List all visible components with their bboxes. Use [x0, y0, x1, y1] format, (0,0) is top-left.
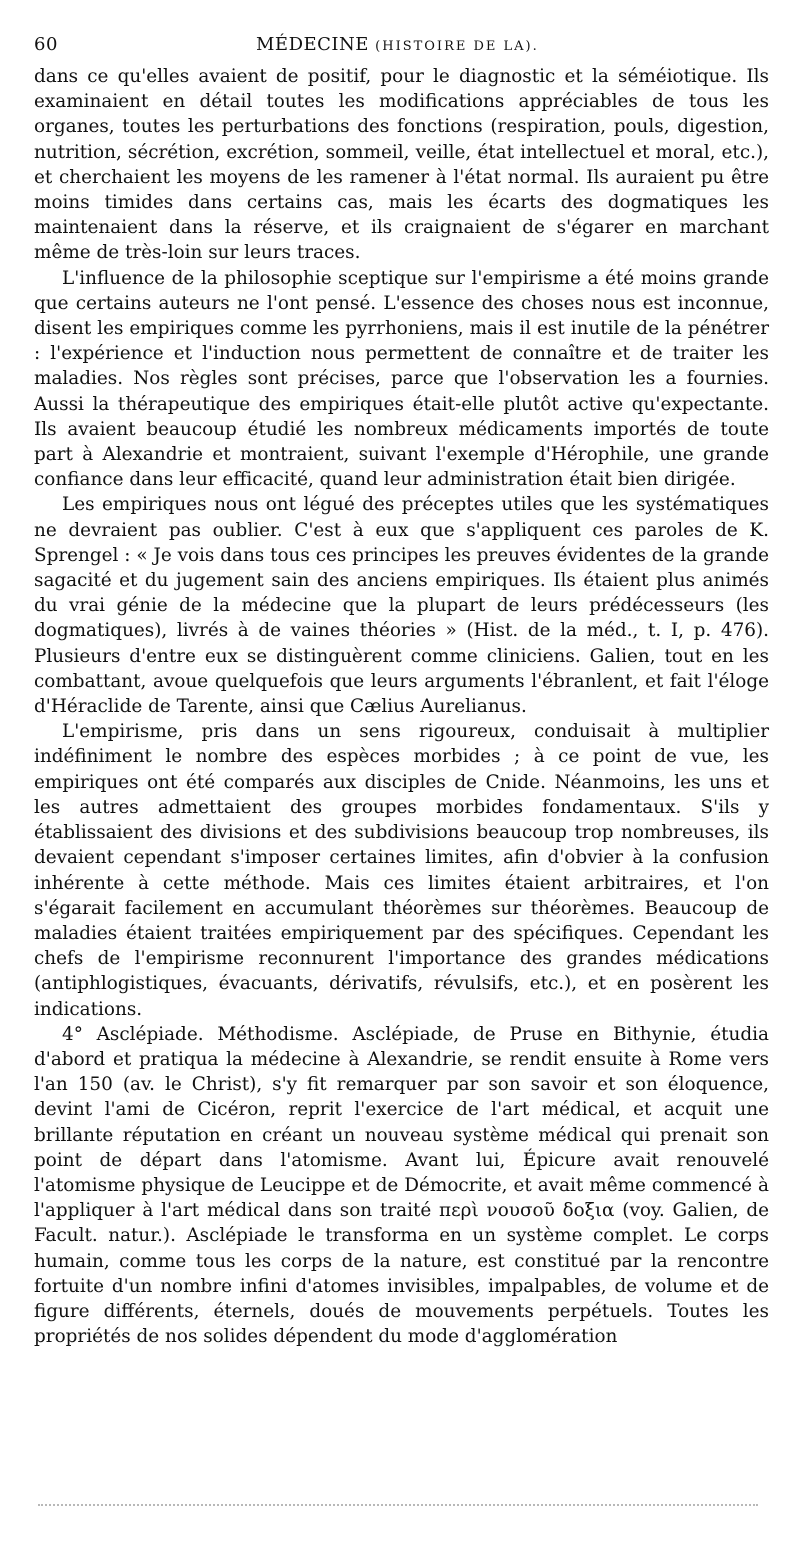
page-number: 60: [34, 34, 58, 55]
page-header: [34, 30, 769, 60]
paragraph-3: Les empiriques nous ont légué des préceptes utiles que les systématiques ne devraient pas oublier. C'est à eux que s'appliquent ces paroles de K. Sprengel : « Je vois dans tous ces principes les preuves évidentes de la grande sagacité et du jugement sain des anciens empiriques. Ils étaient plus animés du vrai génie de la médecine que la plupart de leurs prédécesseurs (les dogmatiques), livrés à de vaines théories » (Hist. de la méd., t. I, p. 476). Plusieurs d'entre eux se distinguèrent comme cliniciens. Galien, tout en les combattant, avoue quelquefois que leurs arguments l'ébranlent, et fait l'éloge d'Héraclide de Tarente, ainsi que Cælius Aurelianus.: [34, 494, 769, 718]
running-title-sub: (HISTOIRE DE LA).: [375, 39, 539, 54]
scan-noise-divider: [38, 1504, 758, 1514]
paragraph-4: L'empirisme, pris dans un sens rigoureux, conduisait à multiplier indéfiniment le nombre des espèces morbides ; à ce point de vue, les empiriques ont été comparés aux disciples de Cnide. Néanmoins, les uns et les autres admettaient des groupes morbides fondamentaux. S'ils y établissaient des divisions et des subdivisions beaucoup trop nombreuses, ils devaient cependant s'imposer certaines limites, afin d'obvier à la confusion inhérente à cette méthode. Mais ces limites étaient arbitraires, et l'on s'égarait facilement en accumulant théorèmes sur théorèmes. Beaucoup de maladies étaient traitées empiriquement par des spécifiques. Cependant les chefs de l'empirisme reconnurent l'importance des grandes médications (antiphlogistiques, évacuants, dérivatifs, révulsifs, etc.), et en posèrent les indications.: [34, 721, 769, 1020]
book-page: [34, 30, 769, 1349]
paragraph-5: 4° Asclépiade. Méthodisme. Asclépiade, de Pruse en Bithynie, étudia d'abord et pratiqua la médecine à Alexandrie, se rendit ensuite à Rome vers l'an 150 (av. le Christ), s'y fit remarquer par son savoir et son éloquence, devint l'ami de Cicéron, reprit l'exercice de l'art médical, et acquit une brillante réputation en créant un nouveau système médical qui prenait son point de départ dans l'atomisme. Avant lui, Épicure avait renouvelé l'atomisme physique de Leucippe et de Démocrite, et avait même commencé à l'appliquer à l'art médical dans son traité περὶ νουσοῦ δοξια (voy. Galien, de Facult. natur.). Asclépiade le transforma en un système complet. Le corps humain, comme tous les corps de la nature, est constitué par la rencontre fortuite d'un nombre infini d'atomes invisibles, impalpables, de volume et de figure différents, éternels, doués de mouvements perpétuels. Toutes les propriétés de nos solides dépendent du mode d'agglomération: [34, 1023, 769, 1348]
running-title-main: MÉDECINE: [256, 34, 369, 55]
body-text: [34, 64, 769, 1349]
running-title: [256, 34, 539, 55]
paragraph-2: L'influence de la philosophie sceptique sur l'empirisme a été moins grande que certains auteurs ne l'ont pensé. L'essence des choses nous est inconnue, disent les empiriques comme les pyrrhoniens, mais il est inutile de la pénétrer : l'expérience et l'induction nous permettent de connaître et de traiter les maladies. Nos règles sont précises, parce que l'observation les a fournies. Aussi la thérapeutique des empiriques était-elle plutôt active qu'expectante. Ils avaient beaucoup étudié les nombreux médicaments importés de toute part à Alexandrie et montraient, suivant l'exemple d'Hérophile, une grande confiance dans leur efficacité, quand leur administration était bien dirigée.: [34, 267, 769, 491]
paragraph-1: dans ce qu'elles avaient de positif, pour le diagnostic et la séméiotique. Ils examinaient en détail toutes les modifications appréciables de tous les organes, toutes les perturbations des fonctions (respiration, pouls, digestion, nutrition, sécrétion, excrétion, sommeil, veille, état intellectuel et moral, etc.), et cherchaient les moyens de les ramener à l'état normal. Ils auraient pu être moins timides dans certains cas, mais les écarts des dogmatiques les maintenaient dans la réserve, et ils craignaient de s'égarer en marchant même de très-loin sur leurs traces.: [34, 66, 769, 264]
